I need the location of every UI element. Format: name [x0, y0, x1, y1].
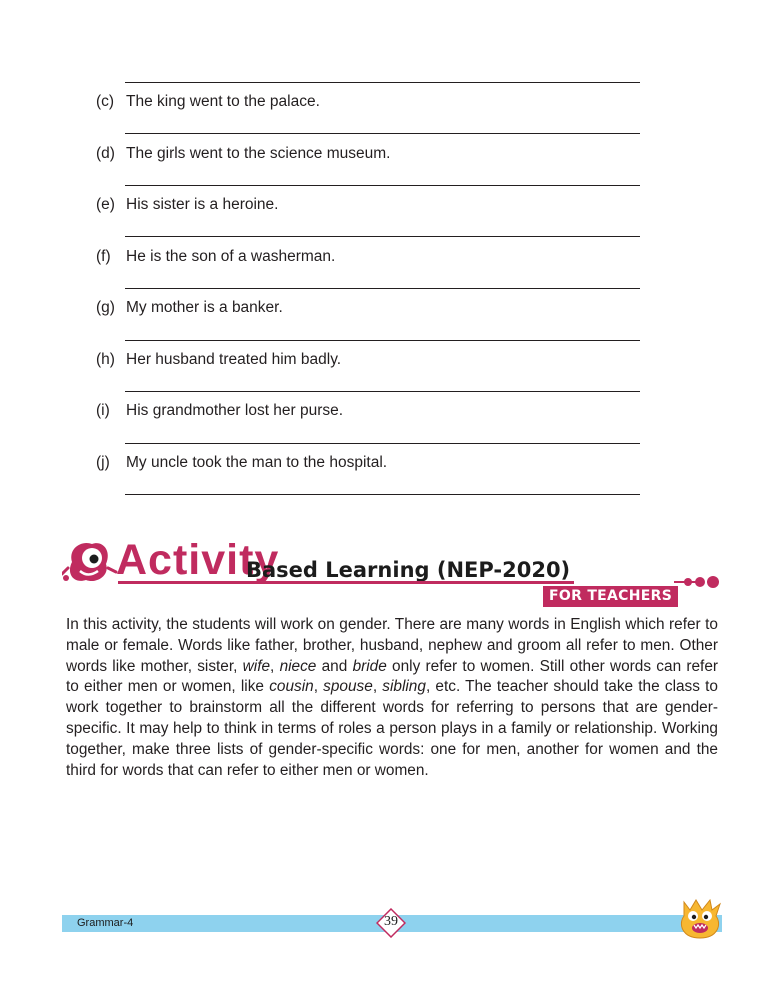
question-text: He is the son of a washerman.: [126, 248, 336, 265]
question-item: [96, 195, 278, 215]
italic-word: spouse: [323, 678, 373, 696]
answer-line: [125, 494, 640, 495]
question-item: [96, 298, 283, 318]
question-text: His grandmother lost her purse.: [126, 402, 344, 419]
question-item: [96, 247, 335, 267]
question-label: (f): [96, 248, 111, 265]
question-text: My mother is a banker.: [126, 299, 283, 316]
answer-line: [125, 340, 640, 341]
answer-line: [125, 82, 640, 83]
answer-line: [125, 391, 640, 392]
question-text: My uncle took the man to the hospital.: [126, 454, 388, 471]
italic-word: sibling: [382, 678, 426, 696]
question-item: [96, 350, 341, 370]
italic-word: bride: [352, 657, 387, 675]
paragraph-text: ,: [372, 678, 383, 696]
activity-underline: [118, 581, 574, 584]
question-text: The king went to the palace.: [126, 93, 320, 110]
yellow-monster-icon: [676, 894, 724, 942]
answer-line: [125, 236, 640, 237]
paragraph-text: and: [316, 657, 353, 675]
book-title: Grammar-4: [77, 917, 134, 929]
paragraph-text: ,: [313, 678, 324, 696]
paragraph-text: only refer to women. Still other words can refer to either men or women, like: [66, 657, 719, 696]
page-number: 39: [384, 914, 398, 929]
italic-word: cousin: [269, 678, 314, 696]
italic-word: wife: [242, 657, 271, 675]
question-text: The girls went to the science museum.: [126, 145, 391, 162]
question-item: [96, 92, 320, 112]
answer-line: [125, 185, 640, 186]
activity-title: Activity: [116, 536, 280, 584]
question-item: [96, 401, 343, 421]
decorative-dots-icon: [674, 576, 720, 588]
paragraph-text: In this activity, the students will work on gender. There are many words in English which refer to male or female. Words like father, brother, husband, nephew and groom all refer to men. Other words like mother, sister,: [66, 616, 718, 675]
question-item: [96, 144, 390, 164]
question-text: Her husband treated him badly.: [126, 351, 342, 368]
question-label: (j): [96, 454, 110, 471]
activity-description: [66, 615, 718, 781]
answer-line: [125, 443, 640, 444]
question-label: (g): [96, 299, 115, 316]
paragraph-text: ,: [270, 657, 280, 675]
question-text: His sister is a heroine.: [126, 196, 279, 213]
italic-word: niece: [279, 657, 317, 675]
question-item: [96, 453, 387, 473]
answer-line: [125, 288, 640, 289]
paragraph-text: , etc. The teacher should take the class to work together to brainstorm all the different words for referring to persons that are gender-specific. It may help to think in terms of roles a person plays in a family or relationship. Working together, make three lists of gender-specific words: one for men, another for women and the third for words that can refer to either men or women.: [66, 678, 718, 779]
question-label: (e): [96, 196, 115, 213]
question-label: (h): [96, 351, 115, 368]
answer-line: [125, 133, 640, 134]
question-label: (d): [96, 145, 115, 162]
activity-subtitle: Based Learning (NEP-2020): [246, 558, 571, 582]
activity-header: [62, 532, 722, 612]
monster-mascot-icon: [62, 538, 118, 588]
for-teachers-badge: FOR TEACHERS: [543, 586, 678, 607]
question-label: (i): [96, 402, 110, 419]
question-label: (c): [96, 93, 115, 110]
